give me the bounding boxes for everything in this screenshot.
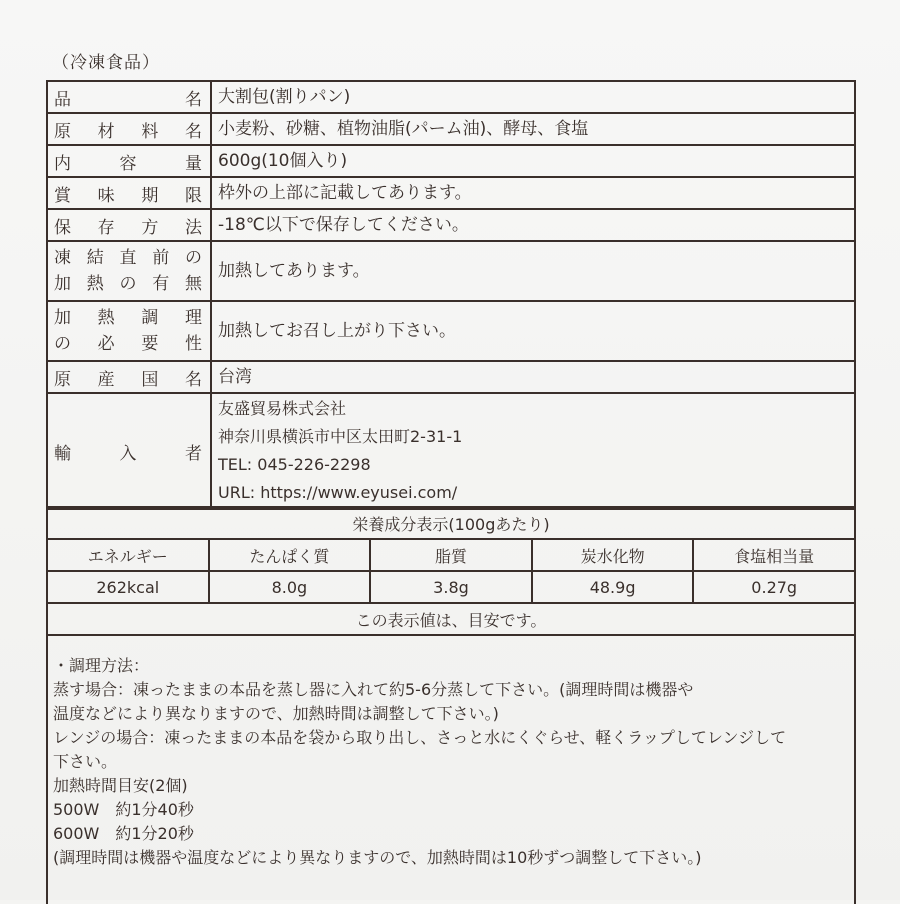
instruction-line: レンジの場合：凍ったままの本品を袋から取り出し、さっと水にくぐらせ、軽くラップしてレンジして: [53, 728, 787, 747]
nutrition-title: 栄養成分表示(100gあたり): [47, 507, 855, 539]
cooking-instructions: [46, 634, 856, 904]
nutrition-value-salt: 0.27g: [693, 571, 855, 603]
nutrition-value-carbs: 48.9g: [532, 571, 694, 603]
importer-address: 神奈川県横浜市中区太田町2-31-1: [218, 427, 463, 446]
spec-row-importer: [47, 393, 855, 509]
spec-key-ingredients: 原材料名: [47, 113, 211, 145]
product-spec-table: [46, 80, 856, 510]
spec-val-name: 大割包(割りパン): [211, 81, 855, 113]
spec-row-storage: [47, 209, 855, 241]
instruction-line: 500W 約1分40秒: [53, 800, 194, 819]
spec-val-ingredients: 小麦粉、砂糖、植物油脂(パーム油)、酵母、食塩: [211, 113, 855, 145]
importer-company: 友盛貿易株式会社: [218, 399, 347, 418]
nutrition-header-protein: たんぱく質: [209, 539, 371, 571]
spec-val-content: 600g(10個入り): [211, 145, 855, 177]
importer-tel: TEL: 045-226-2298: [218, 455, 371, 474]
spec-key-cooking: [47, 301, 211, 361]
spec-key-cooking-line1: 加熱調理: [54, 308, 204, 328]
spec-key-origin: 原産国名: [47, 361, 211, 393]
spec-val-origin: 台湾: [211, 361, 855, 393]
spec-row-name: [47, 81, 855, 113]
importer-url: URL: https://www.eyusei.com/: [218, 483, 458, 502]
spec-row-cooking: [47, 301, 855, 361]
nutrition-header-salt: 食塩相当量: [693, 539, 855, 571]
instruction-line: 蒸す場合：凍ったままの本品を蒸し器に入れて約5-6分蒸して下さい。(調理時間は機器や: [53, 680, 694, 699]
nutrition-value-energy: 262kcal: [47, 571, 209, 603]
nutrition-header-row: [47, 539, 855, 571]
instruction-line: 下さい。: [53, 752, 118, 771]
spec-val-storage: -18℃以下で保存してください。: [211, 209, 855, 241]
spec-key-storage: 保存方法: [47, 209, 211, 241]
nutrition-value-protein: 8.0g: [209, 571, 371, 603]
nutrition-table: [46, 506, 856, 636]
spec-val-cooking: 加熱してお召し上がり下さい。: [211, 301, 855, 361]
spec-val-expiry: 枠外の上部に記載してあります。: [211, 177, 855, 209]
spec-key-cooking-line2: の必要性: [54, 334, 204, 354]
spec-key-content: 内容量: [47, 145, 211, 177]
spec-val-importer: [211, 393, 855, 509]
instruction-line: (調理時間は機器や温度などにより異なりますので、加熱時間は10秒ずつ調整して下さい。): [53, 848, 702, 867]
spec-key-importer: 輸入者: [47, 393, 211, 509]
nutrition-header-carbs: 炭水化物: [532, 539, 694, 571]
nutrition-header-energy: エネルギー: [47, 539, 209, 571]
spec-row-ingredients: [47, 113, 855, 145]
spec-row-expiry: [47, 177, 855, 209]
nutrition-header-fat: 脂質: [370, 539, 532, 571]
nutrition-value-fat: 3.8g: [370, 571, 532, 603]
spec-key-expiry: 賞味期限: [47, 177, 211, 209]
spec-key-heated-line2: 加熱の有無: [54, 274, 204, 294]
spec-row-content: [47, 145, 855, 177]
spec-val-heated: 加熱してあります。: [211, 241, 855, 301]
nutrition-value-row: [47, 571, 855, 603]
instruction-line: 600W 約1分20秒: [53, 824, 194, 843]
spec-key-name: 品名: [47, 81, 211, 113]
nutrition-note-row: [47, 603, 855, 635]
spec-row-heated: [47, 241, 855, 301]
nutrition-title-row: [47, 507, 855, 539]
nutrition-note: この表示値は、目安です。: [47, 603, 855, 635]
spec-row-origin: [47, 361, 855, 393]
spec-key-heated: [47, 241, 211, 301]
instruction-line: ・調理方法：: [53, 656, 150, 675]
frozen-food-header: （冷凍食品）: [52, 53, 160, 73]
instruction-line: 温度などにより異なりますので、加熱時間は調整して下さい。): [53, 704, 499, 723]
instruction-line: 加熱時間目安(2個): [53, 776, 188, 795]
spec-key-heated-line1: 凍結直前の: [54, 248, 204, 268]
